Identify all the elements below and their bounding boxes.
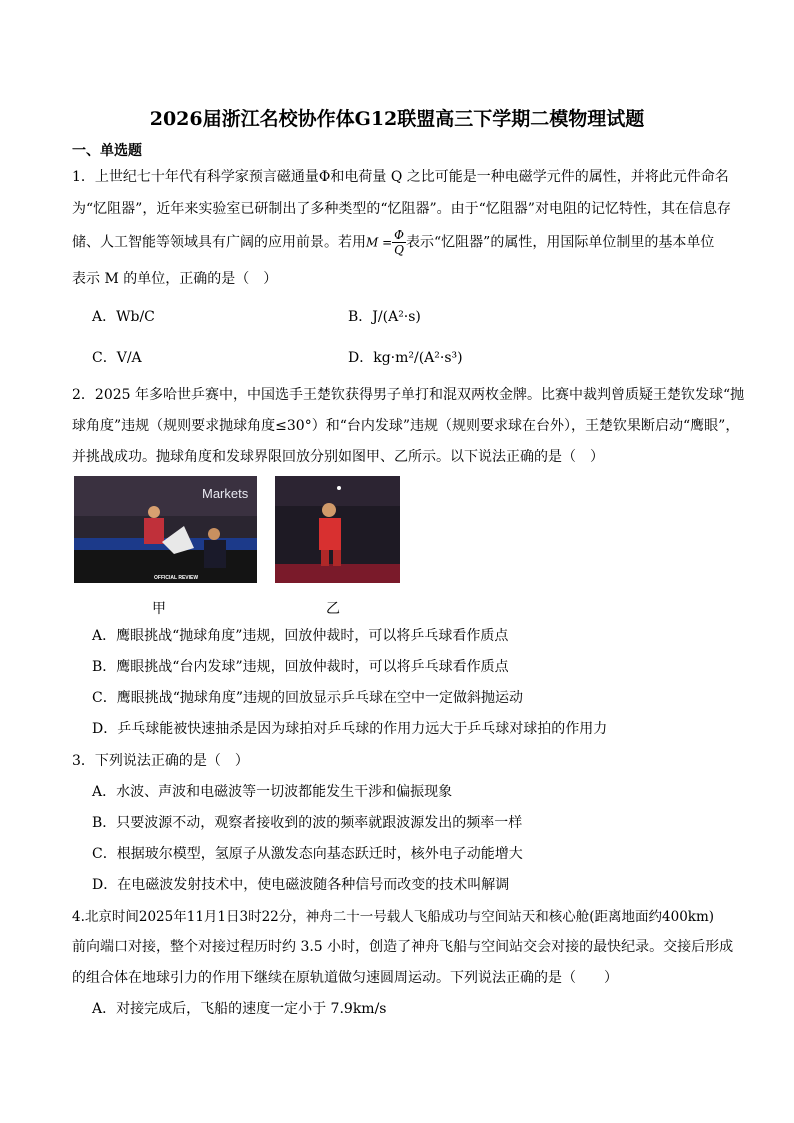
q1-line-4: 表示 M 的单位，正确的是（ ）: [72, 271, 278, 287]
q2-option-d: D．乒乓球能被快速抽杀是因为球拍对乒乓球的作用力远大于乒乓球对球拍的作用力: [92, 721, 608, 737]
section-heading: 一、单选题: [72, 143, 142, 159]
page-title: 2026届浙江名校协作体G12联盟高三下学期二模物理试题: [149, 108, 645, 130]
formula-fraction: [392, 228, 406, 257]
q3-option-b: B．只要波源不动，观察者接收到的波的频率就跟波源发出的频率一样: [92, 815, 523, 831]
fraction-denominator: Q: [394, 243, 404, 257]
q1-line-3a: 储、人工智能等领域具有广阔的应用前景。若用: [72, 234, 366, 251]
q2-option-a: A．鹰眼挑战“抛球角度”违规，回放仲裁时，可以将乒乓球看作质点: [92, 628, 509, 644]
photo-jia: [74, 476, 257, 583]
q3-option-c: C．根据玻尔模型，氢原子从激发态向基态跃迁时，核外电子动能增大: [92, 846, 523, 862]
q1-line-3: [72, 228, 714, 257]
q3-option-a: A．水波、声波和电磁波等一切波都能发生干涉和偏振现象: [92, 784, 453, 800]
q3-option-d: D．在电磁波发射技术中，使电磁波随各种信号而改变的技术叫解调: [92, 877, 510, 893]
q2-line-1: 2．2025 年多哈世乒赛中，中国选手王楚钦获得男子单打和混双两枚金牌。比赛中裁判曾质疑王楚钦发球“抛: [72, 387, 745, 403]
q2-option-c: C．鹰眼挑战“抛球角度”违规的回放显示乒乓球在空中一定做斜抛运动: [92, 690, 524, 706]
q4-line-2: 前向端口对接，整个对接过程历时约 3.5 小时，创造了神舟飞船与空间站交会对接的最快纪录。交接后形成: [72, 939, 734, 955]
formula-m: M =: [366, 235, 393, 250]
q2-line-3: 并挑战成功。抛球角度和发球界限回放分别如图甲、乙所示。以下说法正确的是（ ）: [72, 449, 604, 465]
fraction-numerator: Φ: [394, 228, 404, 242]
q4-line-1: 4.北京时间2025年11月1日3时22分，神舟二十一号载人飞船成功与空间站天和核心舱(距离地面约400km): [72, 909, 715, 925]
q2-option-b: B．鹰眼挑战“台内发球”违规，回放仲裁时，可以将乒乓球看作质点: [92, 659, 509, 675]
photo-yi-scene: [275, 476, 400, 583]
photo-jia-banner: Markets: [202, 486, 249, 501]
q1-line-1: 1．上世纪七十年代有科学家预言磁通量Φ和电荷量 Q 之比可能是一种电磁学元件的属性，并将此元件命名: [72, 169, 729, 185]
q4-line-3: 的组合体在地球引力的作用下继续在原轨道做匀速圆周运动。下列说法正确的是（ ）: [72, 970, 618, 986]
q3-line-1: 3．下列说法正确的是（ ）: [72, 753, 249, 769]
photo-yi: [275, 476, 400, 583]
q4-option-a: A．对接完成后，飞船的速度一定小于 7.9km/s: [92, 1001, 387, 1017]
q1-option-d: D．kg·m²/(A²·s³): [348, 350, 463, 366]
caption-jia: 甲: [152, 601, 166, 617]
q2-line-2: 球角度”违规（规则要求抛球角度≤30°）和“台内发球”违规（规则要求球在台外），王楚钦果断启动“鹰眼”，: [72, 418, 740, 434]
q1-option-b: B．J/(A²·s): [348, 309, 421, 325]
photo-jia-label: OFFICIAL REVIEW: [154, 575, 199, 581]
q1-line-2: 为“忆阻器”，近年来实验室已研制出了多种类型的“忆阻器”。由于“忆阻器”对电阻的记忆特性，其在信息存: [72, 201, 731, 217]
q1-option-c: C．V/A: [92, 350, 142, 366]
q1-option-a: A．Wb/C: [92, 309, 155, 325]
caption-yi: 乙: [326, 601, 340, 617]
q1-line-3b: 表示“忆阻器”的属性，用国际单位制里的基本单位: [406, 234, 715, 251]
photo-jia-scene: [74, 476, 257, 583]
